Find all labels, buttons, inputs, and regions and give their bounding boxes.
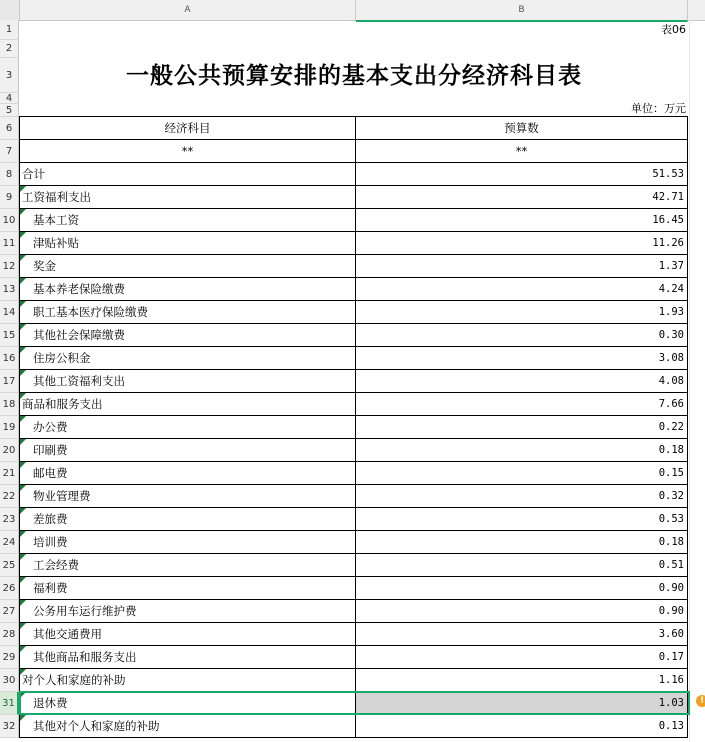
amount-cell[interactable]: 0.90 bbox=[356, 600, 688, 623]
amount-cell[interactable]: 0.53 bbox=[356, 508, 688, 531]
row-header[interactable]: 30 bbox=[0, 669, 19, 692]
category-cell[interactable]: 奖金 bbox=[19, 255, 356, 278]
amount-cell[interactable]: 1.37 bbox=[356, 255, 688, 278]
category-cell[interactable]: 公务用车运行维护费 bbox=[19, 600, 356, 623]
row-header[interactable]: 9 bbox=[0, 186, 19, 209]
row-header[interactable]: 32 bbox=[0, 715, 19, 738]
column-header-a[interactable]: A bbox=[20, 0, 356, 20]
category-cell[interactable]: 其他工资福利支出 bbox=[19, 370, 356, 393]
amount-cell[interactable]: 0.30 bbox=[356, 324, 688, 347]
category-cell[interactable]: 物业管理费 bbox=[19, 485, 356, 508]
row-header[interactable]: 17 bbox=[0, 370, 19, 393]
amount-cell[interactable]: 0.18 bbox=[356, 531, 688, 554]
amount-cell[interactable]: 1.03 bbox=[356, 692, 688, 715]
row-header[interactable]: 11 bbox=[0, 232, 19, 255]
category-cell[interactable]: 印刷费 bbox=[19, 439, 356, 462]
cell-indicator-icon bbox=[20, 301, 26, 307]
amount-cell[interactable]: 4.24 bbox=[356, 278, 688, 301]
row-header[interactable]: 10 bbox=[0, 209, 19, 232]
category-cell[interactable]: 其他商品和服务支出 bbox=[19, 646, 356, 669]
cell-indicator-icon bbox=[20, 416, 26, 422]
category-cell[interactable]: 工会经费 bbox=[19, 554, 356, 577]
row-header[interactable]: 15 bbox=[0, 324, 19, 347]
amount-cell[interactable]: 7.66 bbox=[356, 393, 688, 416]
amount-cell[interactable]: 0.18 bbox=[356, 439, 688, 462]
cell-indicator-icon bbox=[20, 531, 26, 537]
row-header[interactable]: 23 bbox=[0, 508, 19, 531]
cell-indicator-icon bbox=[20, 278, 26, 284]
column-header-b[interactable]: B bbox=[356, 0, 688, 22]
row-header[interactable]: 31 bbox=[0, 692, 19, 715]
row-header[interactable]: 26 bbox=[0, 577, 19, 600]
cell-indicator-icon bbox=[20, 577, 26, 583]
amount-cell[interactable]: 0.32 bbox=[356, 485, 688, 508]
category-cell[interactable]: 其他社会保障缴费 bbox=[19, 324, 356, 347]
category-cell[interactable]: 住房公积金 bbox=[19, 347, 356, 370]
cell-indicator-icon bbox=[20, 462, 26, 468]
cell-indicator-icon bbox=[20, 646, 26, 652]
amount-cell[interactable]: 3.08 bbox=[356, 347, 688, 370]
amount-cell[interactable]: 0.90 bbox=[356, 577, 688, 600]
row-header[interactable]: 4 bbox=[0, 93, 19, 104]
row-header[interactable]: 14 bbox=[0, 301, 19, 324]
header-budget-amount[interactable]: 预算数 bbox=[356, 117, 688, 140]
category-cell[interactable]: 基本养老保险缴费 bbox=[19, 278, 356, 301]
row-header[interactable]: 24 bbox=[0, 531, 19, 554]
code-cell-b[interactable]: ** bbox=[356, 140, 688, 163]
category-cell[interactable]: 培训费 bbox=[19, 531, 356, 554]
category-cell[interactable]: 工资福利支出 bbox=[19, 186, 356, 209]
category-cell[interactable]: 合计 bbox=[19, 163, 356, 186]
warning-icon[interactable]: ! bbox=[696, 695, 705, 707]
cell-indicator-icon bbox=[20, 439, 26, 445]
category-cell[interactable]: 办公费 bbox=[19, 416, 356, 439]
amount-cell[interactable]: 1.93 bbox=[356, 301, 688, 324]
cell-indicator-icon bbox=[20, 186, 26, 192]
category-cell[interactable]: 其他交通费用 bbox=[19, 623, 356, 646]
category-cell[interactable]: 对个人和家庭的补助 bbox=[19, 669, 356, 692]
cell-indicator-icon bbox=[20, 485, 26, 491]
amount-cell[interactable]: 0.17 bbox=[356, 646, 688, 669]
header-economic-category[interactable]: 经济科目 bbox=[19, 117, 356, 140]
cell-indicator-icon bbox=[20, 600, 26, 606]
category-cell[interactable]: 其他对个人和家庭的补助 bbox=[19, 715, 356, 738]
cell-indicator-icon bbox=[20, 370, 26, 376]
code-cell-a[interactable]: ** bbox=[19, 140, 356, 163]
amount-cell[interactable]: 0.51 bbox=[356, 554, 688, 577]
row-header[interactable]: 12 bbox=[0, 255, 19, 278]
cell-indicator-icon bbox=[20, 508, 26, 514]
cell-indicator-icon bbox=[20, 209, 26, 215]
row-header[interactable]: 7 bbox=[0, 140, 19, 163]
row-header[interactable]: 28 bbox=[0, 623, 19, 646]
row-header[interactable]: 21 bbox=[0, 462, 19, 485]
amount-cell[interactable]: 3.60 bbox=[356, 623, 688, 646]
row-header[interactable]: 20 bbox=[0, 439, 19, 462]
row-header[interactable]: 29 bbox=[0, 646, 19, 669]
category-cell[interactable]: 基本工资 bbox=[19, 209, 356, 232]
select-all-corner[interactable] bbox=[0, 0, 20, 20]
row-header[interactable]: 16 bbox=[0, 347, 19, 370]
row-header[interactable]: 1 bbox=[0, 20, 19, 40]
category-cell[interactable]: 津贴补贴 bbox=[19, 232, 356, 255]
row-header[interactable]: 19 bbox=[0, 416, 19, 439]
amount-cell[interactable]: 0.15 bbox=[356, 462, 688, 485]
amount-cell[interactable]: 1.16 bbox=[356, 669, 688, 692]
category-cell[interactable]: 商品和服务支出 bbox=[19, 393, 356, 416]
amount-cell[interactable]: 0.13 bbox=[356, 715, 688, 738]
category-cell[interactable]: 邮电费 bbox=[19, 462, 356, 485]
row-header[interactable]: 8 bbox=[0, 163, 19, 186]
row-header[interactable]: 27 bbox=[0, 600, 19, 623]
cell-indicator-icon bbox=[20, 623, 26, 629]
cell-indicator-icon bbox=[20, 692, 26, 698]
unit-label[interactable]: 单位：万元 bbox=[631, 102, 686, 115]
cell-indicator-icon bbox=[20, 554, 26, 560]
amount-cell[interactable]: 16.45 bbox=[356, 209, 688, 232]
amount-cell[interactable]: 4.08 bbox=[356, 370, 688, 393]
category-cell[interactable]: 退休费 bbox=[19, 692, 356, 715]
row-header[interactable]: 25 bbox=[0, 554, 19, 577]
cell-indicator-icon bbox=[20, 669, 26, 675]
amount-cell[interactable]: 42.71 bbox=[356, 186, 688, 209]
cell-indicator-icon bbox=[20, 715, 26, 721]
page-title[interactable]: 一般公共预算安排的基本支出分经济科目表 bbox=[126, 62, 582, 89]
cell-indicator-icon bbox=[20, 347, 26, 353]
table-id-label[interactable]: 表06 bbox=[661, 23, 686, 36]
category-cell[interactable]: 福利费 bbox=[19, 577, 356, 600]
row-header[interactable]: 2 bbox=[0, 40, 19, 58]
amount-cell[interactable]: 51.53 bbox=[356, 163, 688, 186]
row-header[interactable]: 22 bbox=[0, 485, 19, 508]
row-header[interactable]: 3 bbox=[0, 58, 19, 93]
grid-line-right bbox=[688, 20, 690, 742]
cell-indicator-icon bbox=[20, 393, 26, 399]
amount-cell[interactable]: 11.26 bbox=[356, 232, 688, 255]
row-header[interactable]: 18 bbox=[0, 393, 19, 416]
cell-indicator-icon bbox=[20, 255, 26, 261]
cell-indicator-icon bbox=[20, 324, 26, 330]
category-cell[interactable]: 差旅费 bbox=[19, 508, 356, 531]
row-header[interactable]: 13 bbox=[0, 278, 19, 301]
row-header[interactable]: 5 bbox=[0, 104, 19, 117]
row-header[interactable]: 6 bbox=[0, 117, 19, 140]
amount-cell[interactable]: 0.22 bbox=[356, 416, 688, 439]
category-cell[interactable]: 职工基本医疗保险缴费 bbox=[19, 301, 356, 324]
cell-indicator-icon bbox=[20, 232, 26, 238]
